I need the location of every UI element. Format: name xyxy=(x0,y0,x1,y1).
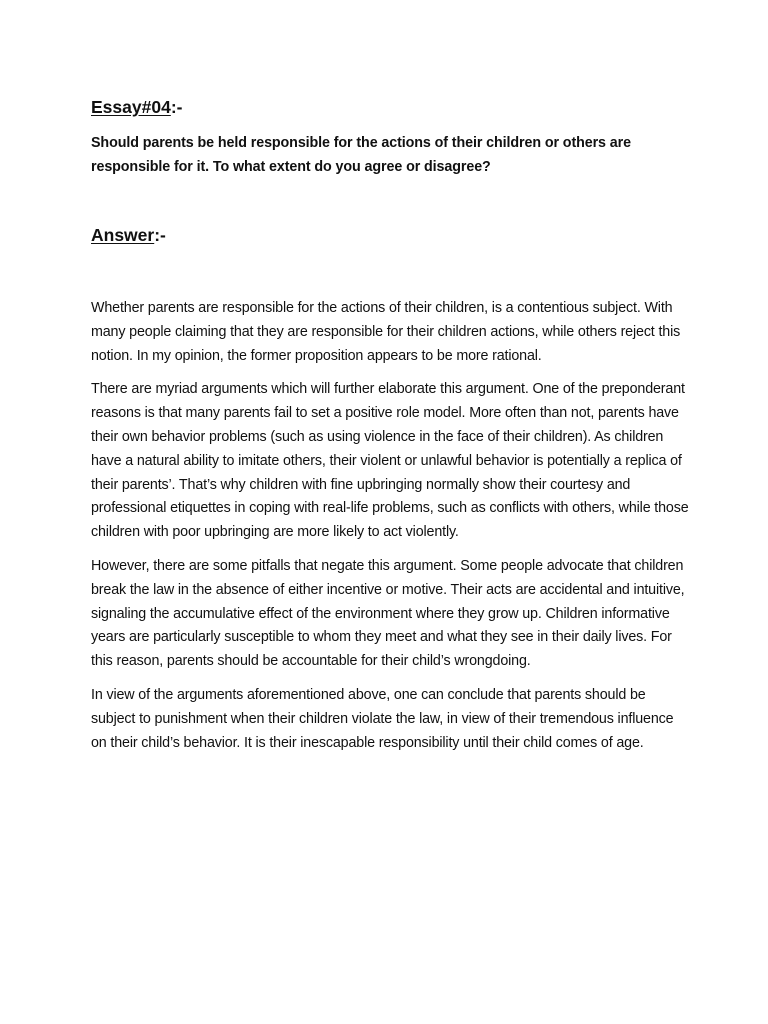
essay-body xyxy=(91,297,691,765)
paragraph-introduction: Whether parents are responsible for the actions of their children, is a contentious subject. With many people claiming that they are responsible for their children actions, while others reject this notion. In my opinion, the former proposition appears to be more rational. xyxy=(91,300,681,364)
essay-title xyxy=(91,96,182,118)
essay-label-suffix: :- xyxy=(170,97,183,117)
answer-title xyxy=(91,224,166,246)
answer-label: Answer xyxy=(91,225,155,245)
paragraph-counterargument: However, there are some pitfalls that negate this argument. Some people advocate that children break the law in the absence of either incentive or motive. Their acts are accidental and intuitive, signaling the accumulative effect of the environment where they grow up. Children informative years are particularly susceptible to whom they meet and what they see in their daily lives. For this reason, parents should be accountable for their child’s wrongdoing. xyxy=(91,557,685,670)
essay-label: Essay#04 xyxy=(91,97,171,117)
paragraph-argument: There are myriad arguments which will further elaborate this argument. One of the preponderant reasons is that many parents fail to set a positive role model. More often than not, parents have their own behavior problems (such as using violence in the face of their children). As children have a natural ability to imitate others, their violent or unlawful behavior is potentially a replica of their parents’. That’s why children with fine upbringing normally show their courtesy and professional etiquettes in coping with real-life problems, such as conflicts with others, while those children with poor upbringing are more likely to act violently. xyxy=(91,381,689,541)
answer-label-suffix: :- xyxy=(154,225,166,245)
essay-question: Should parents be held responsible for the actions of their children or others are responsible for it. To what extent do you agree or disagree? xyxy=(91,135,631,175)
paragraph-conclusion: In view of the arguments aforementioned above, one can conclude that parents should be subject to punishment when their children violate the law, in view of their tremendous influence on their child’s behavior. It is their inescapable responsibility until their child comes of age. xyxy=(91,686,674,751)
